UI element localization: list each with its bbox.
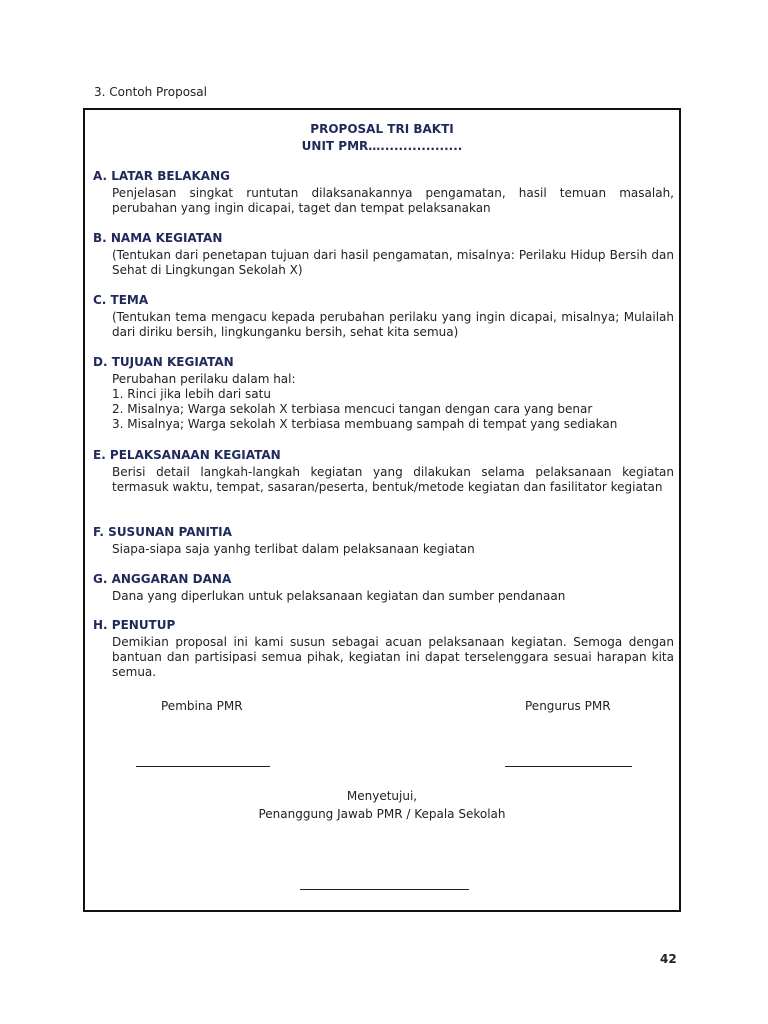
section-a-title: A. LATAR BELAKANG <box>93 169 230 183</box>
section-a-body: Penjelasan singkat runtutan dilaksanakannya pengamatan, hasil temuan masalah, perubahan yang ingin dicapai, taget dan tempat pelaksanakan <box>112 186 674 215</box>
list-item: 3. Misalnya; Warga sekolah X terbiasa membuang sampah di tempat yang sediakan <box>112 417 618 431</box>
pengurus-label: Pengurus PMR <box>525 699 611 713</box>
list-item: 2. Misalnya; Warga sekolah X terbiasa mencuci tangan dengan cara yang benar <box>112 402 593 416</box>
section-e-body: Berisi detail langkah-langkah kegiatan yang dilakukan selama pelaksanaan kegiatan termasuk waktu, tempat, sasaran/peserta, bentuk/metode kegiatan dan fasilitator kegiatan <box>112 465 674 494</box>
section-f-body: Siapa-siapa saja yanhg terlibat dalam pelaksanaan kegiatan <box>112 542 475 556</box>
section-c-title: C. TEMA <box>93 293 149 307</box>
proposal-box <box>83 108 681 912</box>
section-g-body: Dana yang diperlukan untuk pelaksanaan kegiatan dan sumber pendanaan <box>112 589 566 603</box>
approver-title: Penanggung Jawab PMR / Kepala Sekolah <box>258 807 506 821</box>
section-d-list <box>112 372 674 432</box>
approval-label: Menyetujui, <box>346 789 418 803</box>
proposal-title: PROPOSAL TRI BAKTI <box>310 122 454 136</box>
document-heading: 3. Contoh Proposal <box>94 85 207 99</box>
page-number: 42 <box>660 952 677 966</box>
pengurus-signature-line <box>505 766 632 767</box>
pembina-label: Pembina PMR <box>161 699 243 713</box>
section-c-body: (Tentukan tema mengacu kepada perubahan perilaku yang ingin dicapai, misalnya; Mulailah dari diriku bersih, lingkunganku bersih, sehat kita semua) <box>112 310 674 339</box>
approver-signature-line <box>300 889 469 890</box>
section-b-title: B. NAMA KEGIATAN <box>93 231 223 245</box>
list-item: Perubahan perilaku dalam hal: <box>112 372 296 386</box>
section-b-body: (Tentukan dari penetapan tujuan dari hasil pengamatan, misalnya: Perilaku Hidup Bersih dan Sehat di Lingkungan Sekolah X) <box>112 248 674 277</box>
section-h-body: Demikian proposal ini kami susun sebagai acuan pelaksanaan kegiatan. Semoga dengan bantuan dan partisipasi semua pihak, kegiatan ini dapat terselenggara sesuai harapan kita semua. <box>112 635 674 679</box>
list-item: 1. Rinci jika lebih dari satu <box>112 387 271 401</box>
section-f-title: F. SUSUNAN PANITIA <box>93 525 232 539</box>
section-h-title: H. PENUTUP <box>93 618 176 632</box>
section-e-title: E. PELAKSANAAN KEGIATAN <box>93 448 281 462</box>
pembina-signature-line <box>136 766 270 767</box>
proposal-unit-line: UNIT PMR….................. <box>301 139 463 153</box>
section-g-title: G. ANGGARAN DANA <box>93 572 232 586</box>
section-d-title: D. TUJUAN KEGIATAN <box>93 355 234 369</box>
